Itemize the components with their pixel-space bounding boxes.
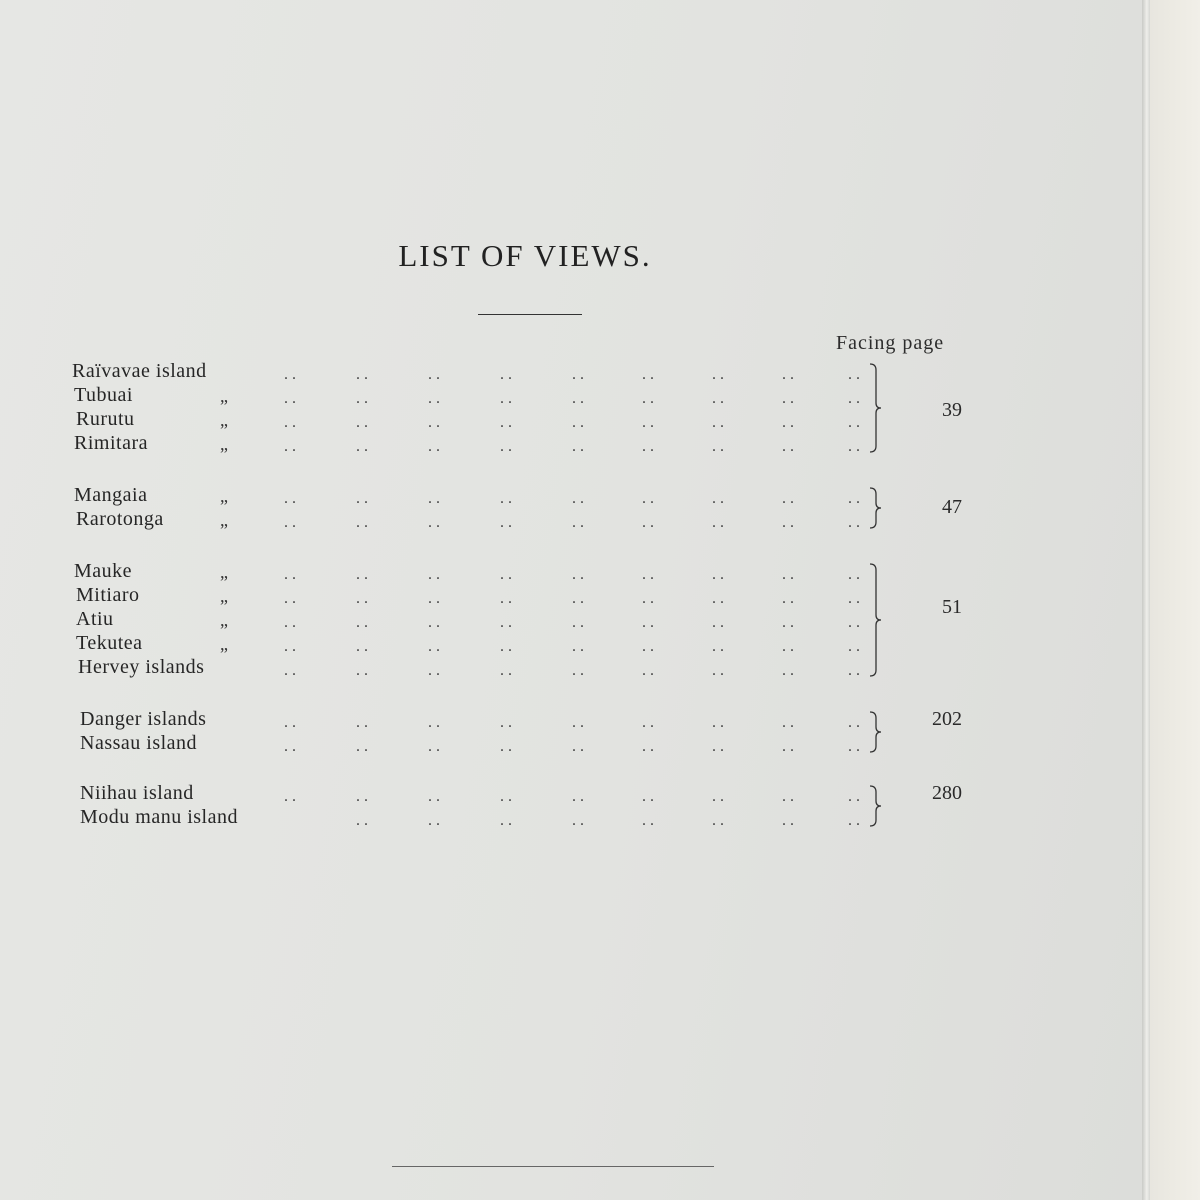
dot-leader: . .: [848, 490, 860, 507]
dot-leader: . .: [712, 514, 724, 531]
dot-leader: . .: [572, 366, 584, 383]
dot-leader: . .: [848, 714, 860, 731]
book-gutter: [1142, 0, 1150, 1200]
list-item: [0, 484, 900, 508]
dot-leader: . .: [500, 812, 512, 829]
dot-leader: . .: [642, 714, 654, 731]
list-item: [0, 632, 900, 656]
dot-leader: . .: [712, 438, 724, 455]
facing-page-edge: [1150, 0, 1200, 1200]
dot-leader: . .: [782, 490, 794, 507]
ditto-mark: „: [220, 486, 228, 506]
dot-leader: . .: [712, 788, 724, 805]
dot-leader: . .: [500, 514, 512, 531]
dot-leader: . .: [284, 590, 296, 607]
dot-leader: . .: [782, 414, 794, 431]
dot-leader: . .: [642, 638, 654, 655]
dot-leader: . .: [642, 614, 654, 631]
dot-leader: . .: [848, 566, 860, 583]
page-title: LIST OF VIEWS.: [398, 238, 652, 273]
entry-name: Raïvavae island: [72, 360, 207, 382]
dot-leader: . .: [848, 438, 860, 455]
group-brace: [866, 486, 882, 530]
ditto-mark: „: [220, 610, 228, 630]
dot-leader: . .: [642, 738, 654, 755]
list-item: [0, 584, 900, 608]
bottom-rule: [392, 1166, 714, 1167]
dot-leader: . .: [572, 490, 584, 507]
dot-leader: . .: [642, 514, 654, 531]
entry-name: Tekutea: [76, 632, 143, 654]
dot-leader: . .: [572, 590, 584, 607]
dot-leader: . .: [428, 438, 440, 455]
dot-leader: . .: [848, 366, 860, 383]
dot-leader: . .: [284, 566, 296, 583]
dot-leader: . .: [572, 414, 584, 431]
dot-leader: . .: [356, 490, 368, 507]
dot-leader: . .: [782, 514, 794, 531]
dot-leader: . .: [284, 614, 296, 631]
dot-leader: . .: [284, 738, 296, 755]
dot-leader: . .: [572, 438, 584, 455]
ditto-mark: „: [220, 510, 228, 530]
dot-leader: . .: [500, 566, 512, 583]
ditto-mark: „: [220, 562, 228, 582]
dot-leader: . .: [712, 638, 724, 655]
dot-leader: . .: [782, 366, 794, 383]
dot-leader: . .: [782, 390, 794, 407]
dot-leader: . .: [428, 714, 440, 731]
dot-leader: . .: [428, 390, 440, 407]
list-item: [0, 608, 900, 632]
dot-leader: . .: [356, 438, 368, 455]
list-item: [0, 432, 900, 456]
entry-name: Rurutu: [76, 408, 135, 430]
dot-leader: . .: [572, 788, 584, 805]
dot-leader: . .: [428, 366, 440, 383]
dot-leader: . .: [712, 390, 724, 407]
page-number: 202: [932, 708, 962, 730]
dot-leader: . .: [500, 714, 512, 731]
dot-leader: . .: [642, 662, 654, 679]
dot-leader: . .: [356, 566, 368, 583]
dot-leader: . .: [848, 614, 860, 631]
dot-leader: . .: [572, 662, 584, 679]
dot-leader: . .: [572, 638, 584, 655]
dot-leader: . .: [356, 590, 368, 607]
dot-leader: . .: [284, 638, 296, 655]
entry-name: Nassau island: [80, 732, 198, 754]
entry-name: Rarotonga: [76, 508, 164, 530]
ditto-mark: „: [220, 586, 228, 606]
dot-leader: . .: [642, 788, 654, 805]
page-number: 39: [942, 399, 962, 421]
dot-leader: . .: [284, 490, 296, 507]
entry-name: Atiu: [76, 608, 114, 630]
dot-leader: . .: [782, 714, 794, 731]
dot-leader: . .: [500, 438, 512, 455]
dot-leader: . .: [848, 390, 860, 407]
entry-name: Mauke: [74, 560, 133, 582]
dot-leader: . .: [284, 662, 296, 679]
dot-leader: . .: [356, 614, 368, 631]
list-item: [0, 732, 900, 756]
list-item: [0, 560, 900, 584]
dot-leader: . .: [284, 438, 296, 455]
dot-leader: . .: [848, 590, 860, 607]
dot-leader: . .: [642, 812, 654, 829]
dot-leader: . .: [284, 788, 296, 805]
dot-leader: . .: [572, 812, 584, 829]
group-brace: [866, 562, 882, 678]
page-number: 51: [942, 596, 962, 618]
dot-leader: . .: [572, 614, 584, 631]
list-item: [0, 508, 900, 532]
group-brace: [866, 784, 882, 828]
ditto-mark: „: [220, 410, 228, 430]
dot-leader: . .: [356, 514, 368, 531]
dot-leader: . .: [500, 788, 512, 805]
dot-leader: . .: [642, 414, 654, 431]
entry-name: Modu manu island: [80, 806, 238, 828]
dot-leader: . .: [428, 414, 440, 431]
dot-leader: . .: [848, 662, 860, 679]
dot-leader: . .: [712, 366, 724, 383]
dot-leader: . .: [500, 738, 512, 755]
dot-leader: . .: [356, 638, 368, 655]
entry-name: Mitiaro: [76, 584, 140, 606]
list-item: [0, 806, 900, 830]
dot-leader: . .: [428, 566, 440, 583]
ditto-mark: „: [220, 434, 228, 454]
list-item: [0, 782, 900, 806]
dot-leader: . .: [782, 438, 794, 455]
dot-leader: . .: [356, 662, 368, 679]
dot-leader: . .: [782, 738, 794, 755]
dot-leader: . .: [782, 788, 794, 805]
entry-name: Danger islands: [80, 708, 207, 730]
dot-leader: . .: [284, 390, 296, 407]
dot-leader: . .: [782, 812, 794, 829]
entry-name: Niihau island: [80, 782, 194, 804]
dot-leader: . .: [356, 366, 368, 383]
dot-leader: . .: [848, 738, 860, 755]
ditto-mark: „: [220, 634, 228, 654]
dot-leader: . .: [782, 614, 794, 631]
dot-leader: . .: [848, 414, 860, 431]
dot-leader: . .: [356, 414, 368, 431]
dot-leader: . .: [428, 788, 440, 805]
entry-name: Tubuai: [74, 384, 133, 406]
dot-leader: . .: [782, 566, 794, 583]
dot-leader: . .: [642, 490, 654, 507]
dot-leader: . .: [428, 738, 440, 755]
dot-leader: . .: [782, 590, 794, 607]
dot-leader: . .: [428, 638, 440, 655]
dot-leader: . .: [712, 490, 724, 507]
dot-leader: . .: [500, 614, 512, 631]
dot-leader: . .: [782, 662, 794, 679]
dot-leader: . .: [500, 390, 512, 407]
dot-leader: . .: [782, 638, 794, 655]
dot-leader: . .: [642, 590, 654, 607]
dot-leader: . .: [642, 566, 654, 583]
dot-leader: . .: [356, 812, 368, 829]
dot-leader: . .: [572, 714, 584, 731]
dot-leader: . .: [284, 714, 296, 731]
dot-leader: . .: [572, 566, 584, 583]
dot-leader: . .: [500, 662, 512, 679]
dot-leader: . .: [500, 490, 512, 507]
ditto-mark: „: [220, 386, 228, 406]
dot-leader: . .: [848, 812, 860, 829]
dot-leader: . .: [572, 390, 584, 407]
list-item: [0, 360, 900, 384]
dot-leader: . .: [500, 366, 512, 383]
dot-leader: . .: [356, 714, 368, 731]
dot-leader: . .: [712, 738, 724, 755]
dot-leader: . .: [428, 590, 440, 607]
dot-leader: . .: [356, 738, 368, 755]
dot-leader: . .: [712, 662, 724, 679]
dot-leader: . .: [356, 788, 368, 805]
dot-leader: . .: [642, 438, 654, 455]
dot-leader: . .: [428, 614, 440, 631]
group-brace: [866, 362, 882, 454]
dot-leader: . .: [284, 414, 296, 431]
entry-name: Mangaia: [74, 484, 148, 506]
dot-leader: . .: [712, 812, 724, 829]
dot-leader: . .: [712, 566, 724, 583]
group-brace: [866, 710, 882, 754]
dot-leader: . .: [712, 614, 724, 631]
list-item: [0, 408, 900, 432]
page-number: 47: [942, 496, 962, 518]
dot-leader: . .: [712, 414, 724, 431]
dot-leader: . .: [428, 514, 440, 531]
title-rule: [478, 314, 582, 315]
dot-leader: . .: [712, 590, 724, 607]
dot-leader: . .: [284, 366, 296, 383]
list-item: [0, 656, 900, 680]
facing-page-header: Facing page: [836, 332, 945, 354]
dot-leader: . .: [428, 490, 440, 507]
list-item: [0, 384, 900, 408]
dot-leader: . .: [356, 390, 368, 407]
list-item: [0, 708, 900, 732]
dot-leader: . .: [572, 514, 584, 531]
dot-leader: . .: [848, 638, 860, 655]
dot-leader: . .: [848, 788, 860, 805]
dot-leader: . .: [500, 414, 512, 431]
page-number: 280: [932, 782, 962, 804]
dot-leader: . .: [642, 366, 654, 383]
entry-name: Rimitara: [74, 432, 148, 454]
dot-leader: . .: [500, 590, 512, 607]
dot-leader: . .: [642, 390, 654, 407]
dot-leader: . .: [572, 738, 584, 755]
dot-leader: . .: [428, 812, 440, 829]
entry-name: Hervey islands: [78, 656, 205, 678]
dot-leader: . .: [500, 638, 512, 655]
dot-leader: . .: [848, 514, 860, 531]
dot-leader: . .: [428, 662, 440, 679]
dot-leader: . .: [712, 714, 724, 731]
dot-leader: . .: [284, 514, 296, 531]
